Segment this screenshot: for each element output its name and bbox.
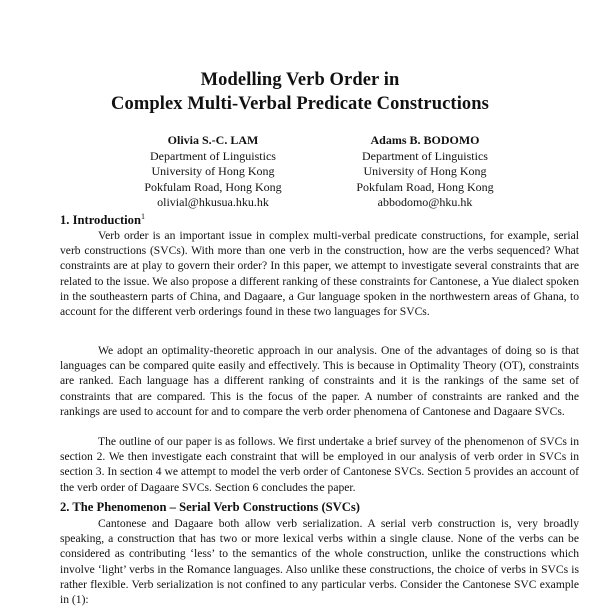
intro-paragraph-1 bbox=[60, 228, 579, 319]
footnote-marker: 1 bbox=[140, 212, 145, 221]
paragraph-text: Cantonese and Dagaare both allow verb serialization. A serial verb construction is, very broadly speaking, a construction that has two or more lexical verbs within a single clause. None of the verbs can be considered as contributing ‘less’ to the semantics of the whole construction, unlike the constructions which involve ‘light’ verbs in the Romance languages. Also unlike these constructions, the choice of verbs in SVCs is rather flexible. Verb serialization is not confined to any particular verbs. Consider the Cantonese SVC example in (1): bbox=[60, 517, 579, 607]
section-heading-introduction bbox=[60, 212, 145, 228]
intro-paragraph-3 bbox=[60, 434, 579, 495]
author-name: Adams B. BODOMO bbox=[370, 133, 480, 147]
phenomenon-paragraph-1 bbox=[60, 516, 579, 607]
author-department: Department of Linguistics bbox=[362, 148, 488, 163]
author-university: University of Hong Kong bbox=[151, 164, 275, 178]
intro-paragraph-2 bbox=[60, 343, 579, 419]
paragraph-text: Verb order is an important issue in complex multi-verbal predicate constructions, for example, serial verb constructions (SVCs). With more than one verb in the construction, how are the verbs sequenced? What constraints are at play to govern their order? In this paper, we attempt to investigate several constraints that are related to the issue. We also propose a different ranking of these constraints for Cantonese, a Yue dialect spoken in the southeastern parts of China, and Dagaare, a Gur language spoken in the northwestern areas of Ghana, to account for the different verb orderings found in these two languages for SVCs. bbox=[60, 229, 579, 319]
paragraph-text: We adopt an optimality-theoretic approach in our analysis. One of the advantages of doing so is that languages can be compared quite easily and effectively. This is because in Optimality Theory (OT), constraints are ranked. Each language has a different ranking of constraints and it is the rankings of the same set of constraints that are compared. This is the focus of the paper. A number of constraints are ranked and the rankings are used to account for and to compare the verb order phenomena of Cantonese and Dagaare SVCs. bbox=[60, 344, 579, 418]
author-email: olivial@hkusua.hku.hk bbox=[157, 195, 269, 209]
author-block-2 bbox=[330, 133, 520, 211]
author-email: abbodomo@hku.hk bbox=[377, 195, 473, 209]
heading-text: 1. Introduction bbox=[60, 213, 141, 228]
paper-title-line-1: Modelling Verb Order in bbox=[200, 70, 400, 90]
author-block-1 bbox=[118, 133, 308, 211]
author-name: Olivia S.-C. LAM bbox=[167, 133, 259, 147]
author-address: Pokfulam Road, Hong Kong bbox=[356, 179, 494, 194]
section-heading-phenomenon bbox=[60, 500, 360, 515]
author-address: Pokfulam Road, Hong Kong bbox=[144, 179, 282, 194]
heading-text: 2. The Phenomenon – Serial Verb Constructions (SVCs) bbox=[60, 500, 360, 514]
author-university: University of Hong Kong bbox=[363, 164, 487, 178]
paragraph-text: The outline of our paper is as follows. We first undertake a brief survey of the phenomenon of SVCs in section 2. We then investigate each constraint that will be employed in our analysis of verb order in SVCs in section 3. In section 4 we attempt to model the verb order of Cantonese SVCs. Section 5 provides an account of the verb order of Dagaare SVCs. Section 6 concludes the paper. bbox=[60, 435, 579, 494]
paper-title-line-2: Complex Multi-Verbal Predicate Constructions bbox=[111, 94, 489, 114]
author-department: Department of Linguistics bbox=[150, 148, 276, 163]
